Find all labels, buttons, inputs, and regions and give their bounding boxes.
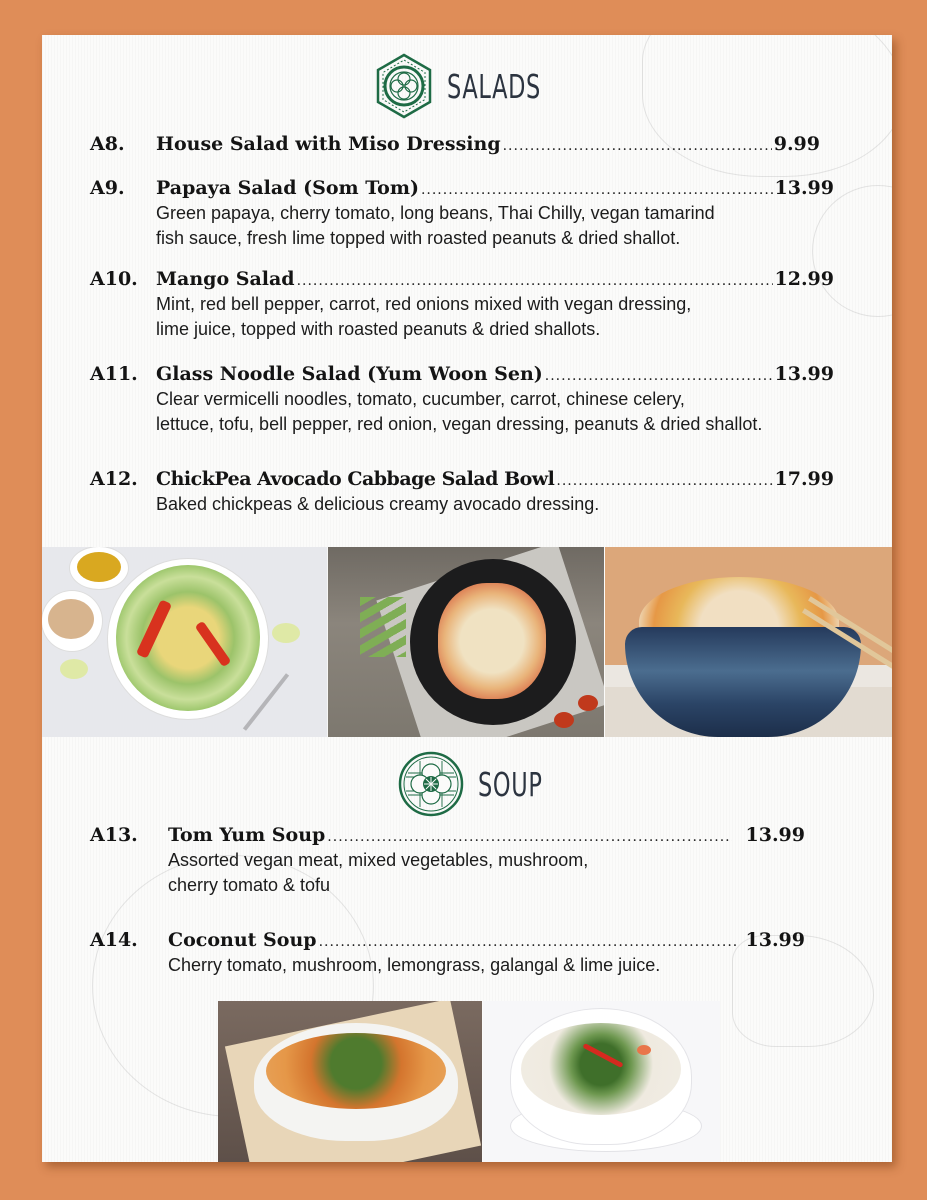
white-bowl [254,1023,458,1141]
menu-item [90,177,834,251]
item-name: Coconut Soup [168,929,317,951]
dot-leader [545,368,773,384]
hexagon-flower-emblem-icon [375,53,433,119]
menu-item [90,268,834,342]
vegetable-sketch-decoration [642,35,892,177]
black-plate [410,559,576,725]
menu-item [90,824,805,898]
round-flower-emblem-icon [398,751,464,817]
item-description: Baked chickpeas & delicious creamy avocado dressing. [156,494,600,514]
dot-leader [327,829,731,845]
menu-item [90,363,834,437]
lime-wedge [60,659,88,679]
item-price: 13.99 [774,363,834,385]
dot-leader [297,273,773,289]
dot-leader [556,473,772,489]
lime-wedge [272,623,300,643]
item-code: A10. [90,268,138,290]
item-price: 13.99 [745,824,805,846]
dot-leader [319,934,736,950]
papaya-salad-photo [328,547,604,737]
item-name: Glass Noodle Salad (Yum Woon Sen) [156,363,543,385]
item-description: Assorted vegan meat, mixed vegetables, mushroom, cherry tomato & tofu [168,850,589,895]
glass-noodle-salad-photo [605,547,892,737]
item-name: Papaya Salad (Som Tom) [156,177,419,199]
item-name: Tom Yum Soup [168,824,326,846]
dot-leader [503,138,772,154]
item-description: Clear vermicelli noodles, tomato, cucumber, carrot, chinese celery, lettuce, tofu, bell pepper, red onion, vegan dressing, peanuts & dried shallot. [156,389,763,434]
soup-section-header [398,751,573,817]
dot-leader [421,182,773,198]
salads-section-header [375,53,585,119]
mango-salad-photo [42,547,327,737]
menu-item [90,929,805,978]
item-price: 17.99 [774,468,834,490]
item-code: A13. [90,824,138,846]
item-price: 12.99 [774,268,834,290]
menu-page [42,35,892,1162]
item-code: A11. [90,363,138,385]
item-name: ChickPea Avocado Cabbage Salad Bowl [156,468,555,490]
item-name: Mango Salad [156,268,295,290]
item-price: 9.99 [773,133,820,155]
item-code: A14. [90,929,138,951]
section-title: SOUP [478,764,543,804]
item-price: 13.99 [745,929,805,951]
salad-bowl [108,559,268,719]
coconut-soup-photo [483,1001,720,1162]
item-code: A8. [90,133,125,155]
long-beans [360,597,406,657]
menu-item [90,468,834,517]
section-title: SALADS [447,66,541,106]
peanut-bowl [42,591,102,651]
item-price: 13.99 [774,177,834,199]
menu-item [90,133,820,155]
item-code: A12. [90,468,138,490]
item-code: A9. [90,177,125,199]
item-description: Mint, red bell pepper, carrot, red onions mixed with vegan dressing, lime juice, topped with roasted peanuts & dried shallots. [156,294,692,339]
tomato [554,712,574,728]
tom-yum-soup-photo [218,1001,482,1162]
item-description: Green papaya, cherry tomato, long beans, Thai Chilly, vegan tamarind fish sauce, fresh lime topped with roasted peanuts & dried shallot. [156,203,715,248]
tomato [578,695,598,711]
item-name: House Salad with Miso Dressing [156,133,501,155]
item-description: Cherry tomato, mushroom, lemongrass, galangal & lime juice. [168,955,661,975]
white-bowl [511,1009,691,1144]
dressing-bowl [70,547,128,589]
